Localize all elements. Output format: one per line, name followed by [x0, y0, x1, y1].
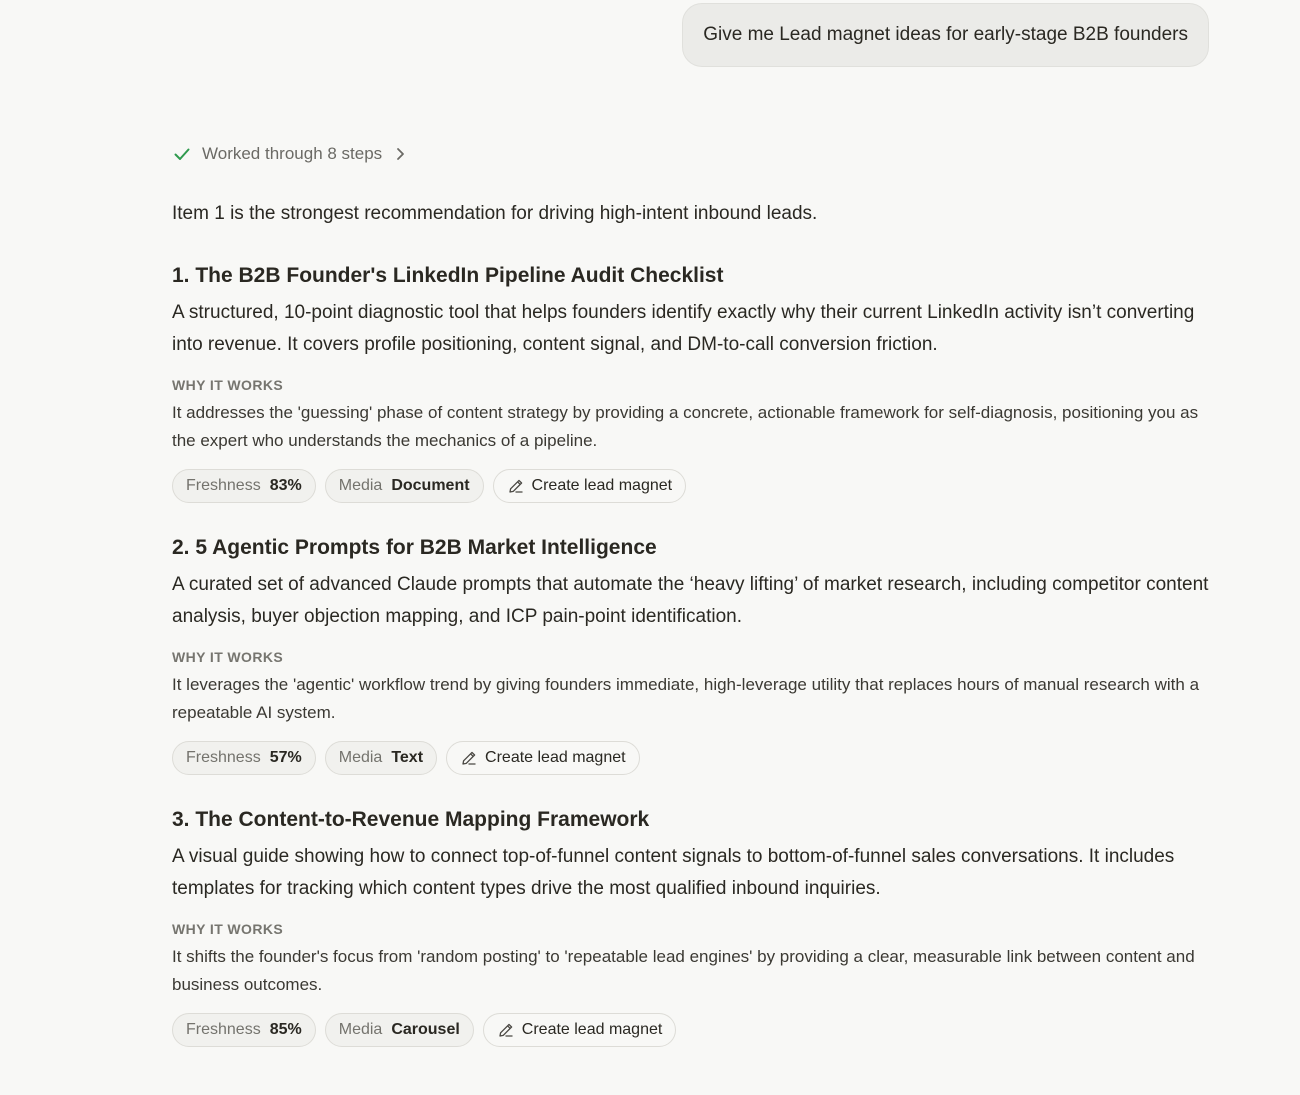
media-label: Media — [338, 477, 383, 494]
chevron-right-icon — [392, 146, 408, 162]
recommendation-description: A structured, 10-point diagnostic tool that helps founders identify exactly why their current LinkedIn activity isn’t converting into revenue. It covers profile positioning, content signal, and DM-to-call conversion friction. — [172, 302, 1195, 355]
check-icon — [172, 144, 192, 164]
user-message-bubble: Give me Lead magnet ideas for early-stage B2B founders — [682, 3, 1209, 67]
why-it-works-text: It addresses the 'guessing' phase of content strategy by providing a concrete, actionable framework for self-diagnosis, positioning you as the expert who understands the mechanics of a pipeline. — [172, 403, 1199, 450]
recommendation-description: A curated set of advanced Claude prompts that automate the ‘heavy lifting’ of market research, including competitor content analysis, buyer objection mapping, and ICP pain-point identification. — [172, 574, 1209, 627]
recommendation-title: 1. The B2B Founder's LinkedIn Pipeline Audit Checklist — [172, 264, 724, 287]
media-value: Document — [391, 477, 470, 494]
why-it-works-text: It leverages the 'agentic' workflow trend by giving founders immediate, high-leverage utility that replaces hours of manual research with a repeatable AI system. — [172, 675, 1200, 722]
recommendation-meta — [172, 469, 1212, 503]
media-badge — [325, 1013, 474, 1047]
freshness-value: 57% — [269, 749, 302, 766]
assistant-answer — [172, 198, 1212, 1047]
freshness-badge — [172, 469, 316, 503]
pencil-icon — [507, 477, 525, 495]
create-lead-magnet-label: Create lead magnet — [531, 477, 673, 494]
create-lead-magnet-label: Create lead magnet — [521, 1021, 663, 1038]
recommendation-card — [172, 261, 1212, 503]
recommendation-meta — [172, 1013, 1212, 1047]
recommendation-description: A visual guide showing how to connect top-of-funnel content signals to bottom-of-funnel sales conversations. It includes templates for tracking which content types drive the most qualified inbound inquiries. — [172, 846, 1175, 899]
answer-intro: Item 1 is the strongest recommendation for driving high-intent inbound leads. — [172, 203, 818, 224]
steps-summary-toggle[interactable] — [172, 141, 408, 167]
recommendation-card — [172, 533, 1212, 775]
freshness-badge — [172, 741, 316, 775]
media-badge — [325, 741, 437, 775]
media-badge — [325, 469, 484, 503]
why-it-works-label: WHY IT WORKS — [172, 377, 284, 393]
freshness-label: Freshness — [186, 749, 261, 766]
create-lead-magnet-label: Create lead magnet — [485, 749, 626, 766]
why-it-works-label: WHY IT WORKS — [172, 921, 284, 937]
steps-summary-label: Worked through 8 steps — [202, 144, 383, 163]
recommendation-card — [172, 805, 1212, 1047]
freshness-badge — [172, 1013, 316, 1047]
media-value: Text — [391, 749, 424, 766]
recommendation-title: 3. The Content-to-Revenue Mapping Framework — [172, 808, 650, 831]
why-it-works-text: It shifts the founder's focus from 'random posting' to 'repeatable lead engines' by providing a clear, measurable link between content and business outcomes. — [172, 947, 1195, 994]
recommendation-title: 2. 5 Agentic Prompts for B2B Market Intelligence — [172, 536, 657, 559]
media-label: Media — [338, 1021, 383, 1038]
freshness-value: 85% — [269, 1021, 302, 1038]
create-lead-magnet-button[interactable] — [446, 741, 640, 775]
recommendation-meta — [172, 741, 1212, 775]
freshness-label: Freshness — [186, 1021, 261, 1038]
media-label: Media — [338, 749, 383, 766]
pencil-icon — [460, 749, 478, 767]
create-lead-magnet-button[interactable] — [483, 1013, 677, 1047]
freshness-value: 83% — [269, 477, 302, 494]
freshness-label: Freshness — [186, 477, 261, 494]
pencil-icon — [497, 1021, 515, 1039]
create-lead-magnet-button[interactable] — [493, 469, 687, 503]
why-it-works-label: WHY IT WORKS — [172, 649, 284, 665]
media-value: Carousel — [391, 1021, 460, 1038]
